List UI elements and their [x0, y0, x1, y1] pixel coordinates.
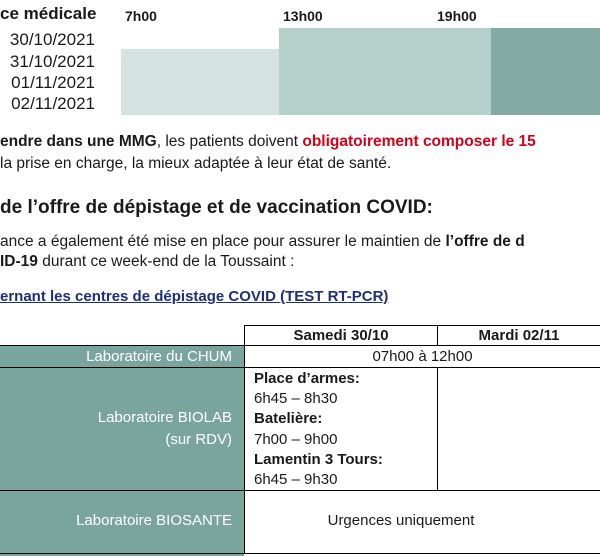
time-label-13h: 13h00	[283, 8, 323, 24]
header-saturday: Samedi 30/10	[293, 327, 389, 344]
schedule-heading: ce médicale	[0, 4, 97, 23]
lab-biosante: Laboratoire BIOSANTE	[76, 512, 232, 529]
date-label: 30/10/2021	[9, 30, 95, 49]
chum-hours: 07h00 à 12h00	[372, 348, 473, 365]
notice-line-2: la prise en charge, la mieux adaptée à leur état de santé.	[0, 155, 392, 172]
notice-red: obligatoirement composer le 15	[302, 133, 536, 150]
lab-chum: Laboratoire du CHUM	[86, 348, 232, 365]
depistage-link[interactable]: ernant les centres de dépistage COVID (TEST RT-PCR)	[0, 288, 389, 305]
table-border	[0, 345, 600, 346]
table-border	[0, 490, 600, 491]
section-plain: ance a également été mise en place pour assurer le maintien de	[0, 233, 446, 250]
section-bold-2: ID-19	[0, 253, 38, 270]
table-border	[0, 553, 600, 554]
time-label-19h: 19h00	[437, 8, 477, 24]
header-tuesday: Mardi 02/11	[478, 327, 560, 344]
biolab-hours: 6h45 – 9h30	[254, 471, 338, 488]
table-border	[244, 325, 600, 326]
schedule-bar-evening	[279, 28, 491, 115]
notice-plain: , les patients doivent	[156, 133, 303, 150]
section-line-2	[0, 253, 294, 271]
table-border	[437, 367, 438, 490]
schedule-bar-night	[491, 28, 600, 115]
biolab-hours: 7h00 – 9h00	[254, 431, 338, 448]
section-heading: de l’offre de dépistage et de vaccination COVID:	[0, 197, 433, 218]
date-label: 01/11/2021	[11, 73, 95, 92]
biolab-place: Place d’armes:	[254, 370, 360, 387]
schedule-bar-day	[121, 49, 279, 115]
section-plain-2: durant ce week-end de la Toussaint :	[37, 253, 295, 270]
section-bold: l’offre de d	[445, 233, 525, 250]
biolab-place: Lamentin 3 Tours:	[254, 451, 383, 468]
lab-biolab: Laboratoire BIOLAB	[97, 409, 232, 426]
time-label-7h: 7h00	[125, 8, 157, 24]
lab-biolab-note: (sur RDV)	[165, 431, 232, 448]
biosante-status: Urgences uniquement	[327, 512, 475, 529]
biolab-place: Batelière:	[254, 410, 323, 427]
biolab-hours: 6h45 – 8h30	[254, 390, 338, 407]
section-line-1	[0, 233, 525, 251]
notice-bold: endre dans une MMG	[0, 133, 157, 150]
notice-line-1	[0, 133, 536, 151]
table-border	[0, 367, 600, 368]
date-label: 02/11/2021	[11, 94, 95, 113]
date-label: 31/10/2021	[9, 52, 95, 71]
